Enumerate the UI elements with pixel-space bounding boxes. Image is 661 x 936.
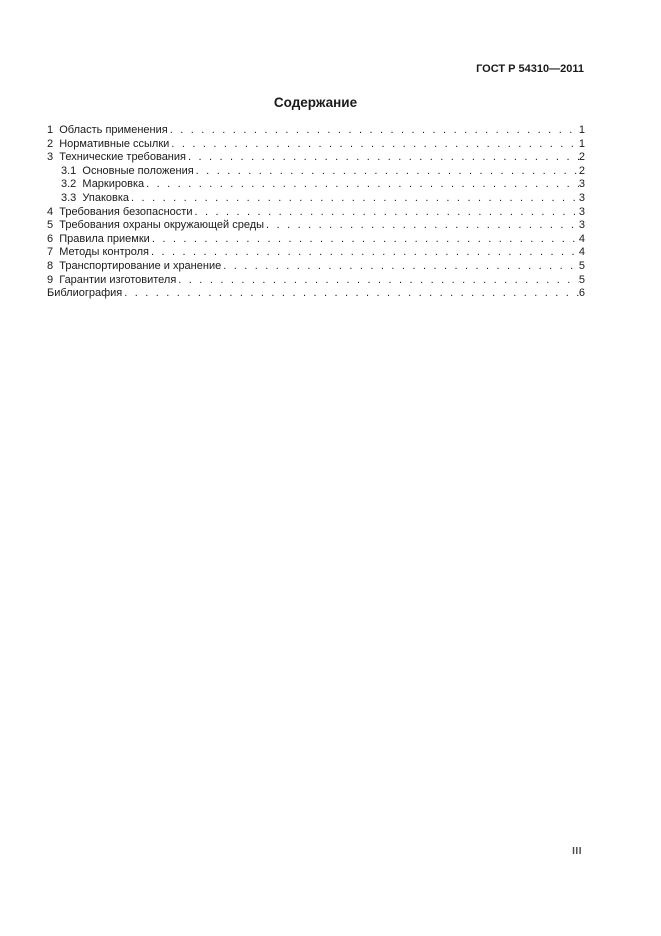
toc-item xyxy=(47,219,585,233)
toc-item xyxy=(47,260,585,274)
toc-dot-leader xyxy=(168,124,579,138)
doc-code: ГОСТ Р 54310—2011 xyxy=(476,63,584,75)
toc-item-label: 4 Требования безопасности xyxy=(47,205,193,218)
toc-item-page: 6 xyxy=(578,287,585,300)
toc-item-label: Библиография xyxy=(47,287,123,300)
toc-item-page: 3 xyxy=(578,205,585,218)
toc-item-label: 5 Требования охраны окружающей среды xyxy=(47,219,265,232)
toc-item-label: 8 Транспортирование и хранение xyxy=(47,259,222,272)
toc-dot-leader xyxy=(264,219,579,233)
page-number: III xyxy=(572,846,582,857)
toc-dot-leader xyxy=(176,274,579,288)
toc-item-label: 6 Правила приемки xyxy=(47,232,150,245)
toc-dot-leader xyxy=(192,206,578,220)
toc-item xyxy=(47,178,585,192)
toc-item xyxy=(47,138,585,152)
toc-item xyxy=(47,151,585,165)
toc-item-page: 4 xyxy=(578,232,585,245)
toc-item-page: 1 xyxy=(578,137,585,150)
toc-item-page: 3 xyxy=(578,178,585,191)
toc-item xyxy=(47,246,585,260)
toc-item xyxy=(47,124,585,138)
toc-item-page: 2 xyxy=(578,151,585,164)
toc-item-page: 4 xyxy=(578,246,585,259)
toc-item xyxy=(47,192,585,206)
toc-dot-leader xyxy=(186,151,579,165)
toc-item xyxy=(47,233,585,247)
toc-item-page: 5 xyxy=(578,259,585,272)
toc-item-label: 1 Область применения xyxy=(47,124,168,136)
toc-item-label: 9 Гарантии изготовителя xyxy=(47,273,177,286)
toc-dot-leader xyxy=(221,260,579,274)
toc-list xyxy=(47,124,585,301)
toc-dot-leader xyxy=(122,287,579,301)
toc-item-label: 3.2 Маркировка xyxy=(61,178,145,191)
page-title: Содержание xyxy=(273,95,358,110)
toc-item xyxy=(47,274,585,288)
toc-dot-leader xyxy=(144,178,579,192)
toc-item xyxy=(47,165,585,179)
toc-item xyxy=(47,206,585,220)
toc-item-label: 7 Методы контроля xyxy=(47,246,149,259)
toc-dot-leader xyxy=(129,192,579,206)
toc-item-page: 2 xyxy=(578,164,585,177)
toc-item-label: 2 Нормативные ссылки xyxy=(47,137,170,150)
toc-item-page: 3 xyxy=(578,191,585,204)
toc-item-page: 1 xyxy=(578,124,585,136)
toc-item-page: 5 xyxy=(578,273,585,286)
toc-dot-leader xyxy=(194,165,579,179)
toc-dot-leader xyxy=(150,233,579,247)
toc-item-label: 3.3 Упаковка xyxy=(61,191,130,204)
toc-item-label: 3.1 Основные положения xyxy=(61,164,194,177)
toc-dot-leader xyxy=(169,138,579,152)
toc-item-page: 3 xyxy=(578,219,585,232)
toc-item-label: 3 Технические требования xyxy=(47,151,186,164)
toc-dot-leader xyxy=(149,246,579,260)
toc-item xyxy=(47,287,585,301)
